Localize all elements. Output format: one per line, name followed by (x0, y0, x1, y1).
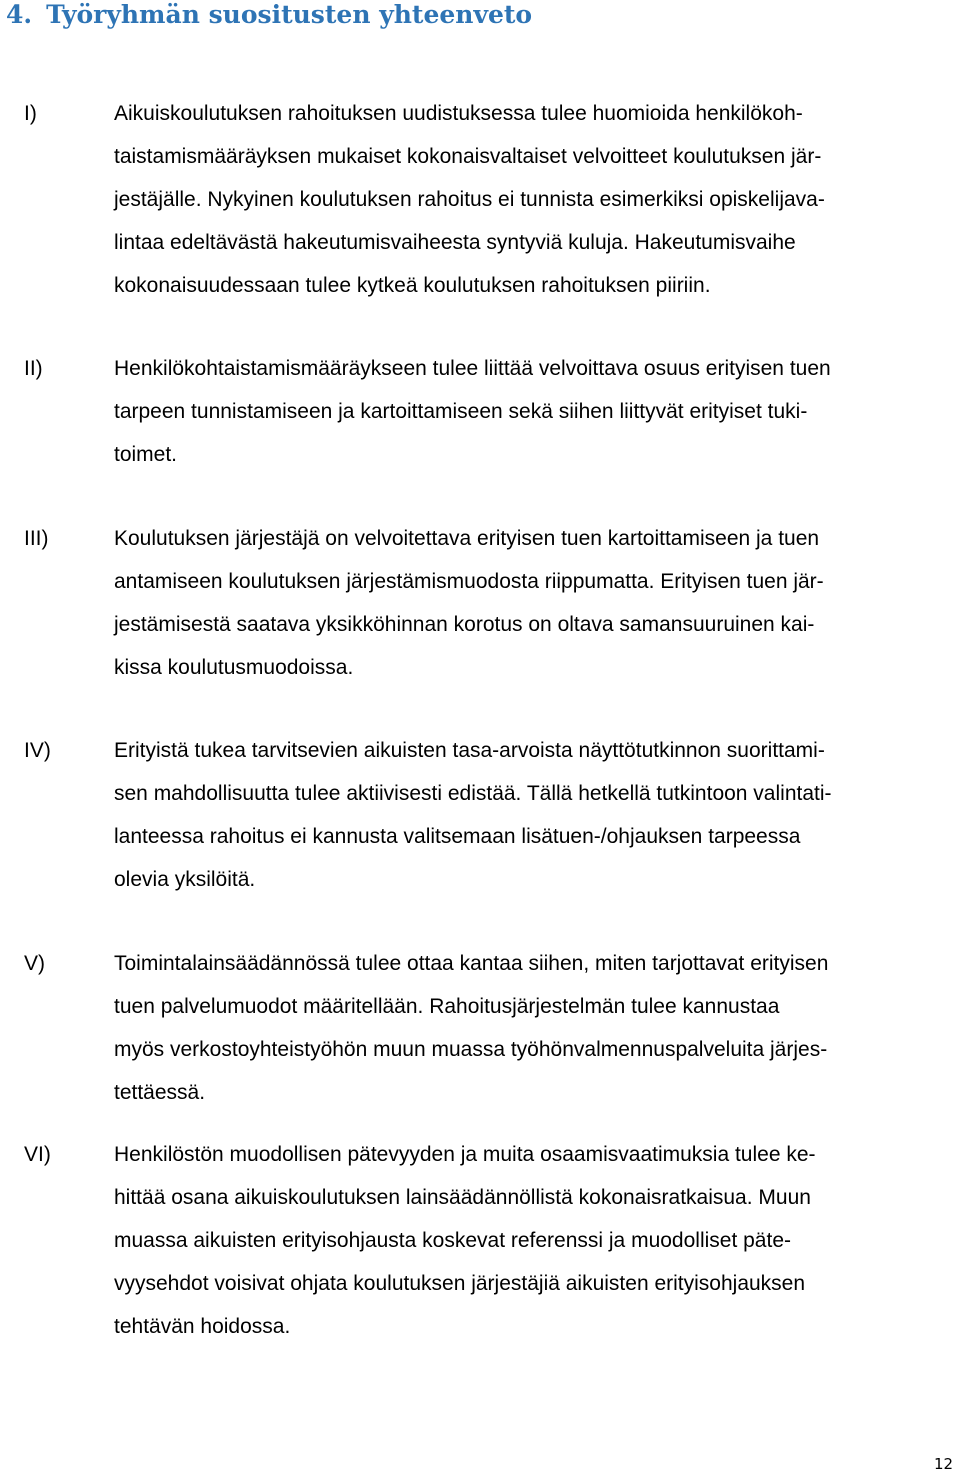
text-line: Henkilökohtaistamismääräykseen tulee liittää velvoittava osuus erityisen tuen (114, 357, 831, 380)
text-line: sen mahdollisuutta tulee aktiivisesti edistää. Tällä hetkellä tutkintoon valintati- (114, 782, 832, 805)
text-line: kissa koulutusmuodoissa. (114, 656, 354, 679)
text-line: olevia yksilöitä. (114, 868, 256, 891)
recommendation-marker: III) (24, 527, 49, 550)
text-line: myös verkostoyhteistyöhön muun muassa työhönvalmennuspalveluita järjes- (114, 1038, 828, 1061)
text-line: jestäjälle. Nykyinen koulutuksen rahoitus ei tunnista esimerkiksi opiskelijava- (114, 188, 825, 211)
text-line: lintaa edeltävästä hakeutumisvaiheesta syntyviä kuluja. Hakeutumisvaihe (114, 231, 796, 254)
recommendation-text (114, 1133, 960, 1348)
page-number: 12 (934, 1455, 954, 1473)
text-line: vyysehdot voisivat ohjata koulutuksen järjestäjiä aikuisten erityisohjauksen (114, 1272, 806, 1295)
section-title: Työryhmän suositusten yhteenveto (46, 0, 533, 29)
text-line: lanteessa rahoitus ei kannusta valitsemaan lisätuen-/ohjauksen tarpeessa (114, 825, 801, 848)
text-line: tettäessä. (114, 1081, 206, 1104)
recommendation-marker: II) (24, 357, 43, 380)
recommendation-marker: V) (24, 952, 45, 975)
text-line: tehtävän hoidossa. (114, 1315, 291, 1338)
text-line: Aikuiskoulutuksen rahoituksen uudistuksessa tulee huomioida henkilökoh- (114, 102, 803, 125)
text-line: Henkilöstön muodollisen pätevyyden ja muita osaamisvaatimuksia tulee ke- (114, 1143, 816, 1166)
recommendation-text (114, 517, 960, 689)
text-line: Toimintalainsäädännössä tulee ottaa kantaa siihen, miten tarjottavat erityisen (114, 952, 829, 975)
recommendation-text (114, 942, 960, 1114)
text-line: toimet. (114, 443, 178, 466)
section-number: 4. (6, 0, 33, 29)
recommendation-marker: I) (24, 102, 37, 125)
text-line: tarpeen tunnistamiseen ja kartoittamiseen sekä siihen liittyvät erityiset tuki- (114, 400, 808, 423)
text-line: tuen palvelumuodot määritellään. Rahoitusjärjestelmän tulee kannustaa (114, 995, 780, 1018)
recommendation-text (114, 729, 960, 901)
recommendation-text (114, 347, 960, 476)
text-line: taistamismääräyksen mukaiset kokonaisvaltaiset velvoitteet koulutuksen jär- (114, 145, 822, 168)
recommendation-marker: VI) (24, 1143, 51, 1166)
text-line: kokonaisuudessaan tulee kytkeä koulutuksen rahoituksen piiriin. (114, 274, 711, 297)
text-line: muassa aikuisten erityisohjausta koskevat referenssi ja muodolliset päte- (114, 1229, 791, 1252)
text-line: hittää osana aikuiskoulutuksen lainsäädännöllistä kokonaisratkaisua. Muun (114, 1186, 811, 1209)
text-line: Koulutuksen järjestäjä on velvoitettava erityisen tuen kartoittamiseen ja tuen (114, 527, 820, 550)
recommendation-text (114, 92, 960, 307)
text-line: jestämisestä saatava yksikköhinnan korotus on oltava samansuuruinen kai- (114, 613, 815, 636)
recommendation-marker: IV) (24, 739, 51, 762)
section-heading (6, 0, 532, 30)
text-line: antamiseen koulutuksen järjestämismuodosta riippumatta. Erityisen tuen jär- (114, 570, 824, 593)
text-line: Erityistä tukea tarvitsevien aikuisten tasa-arvoista näyttötutkinnon suorittami- (114, 739, 825, 762)
